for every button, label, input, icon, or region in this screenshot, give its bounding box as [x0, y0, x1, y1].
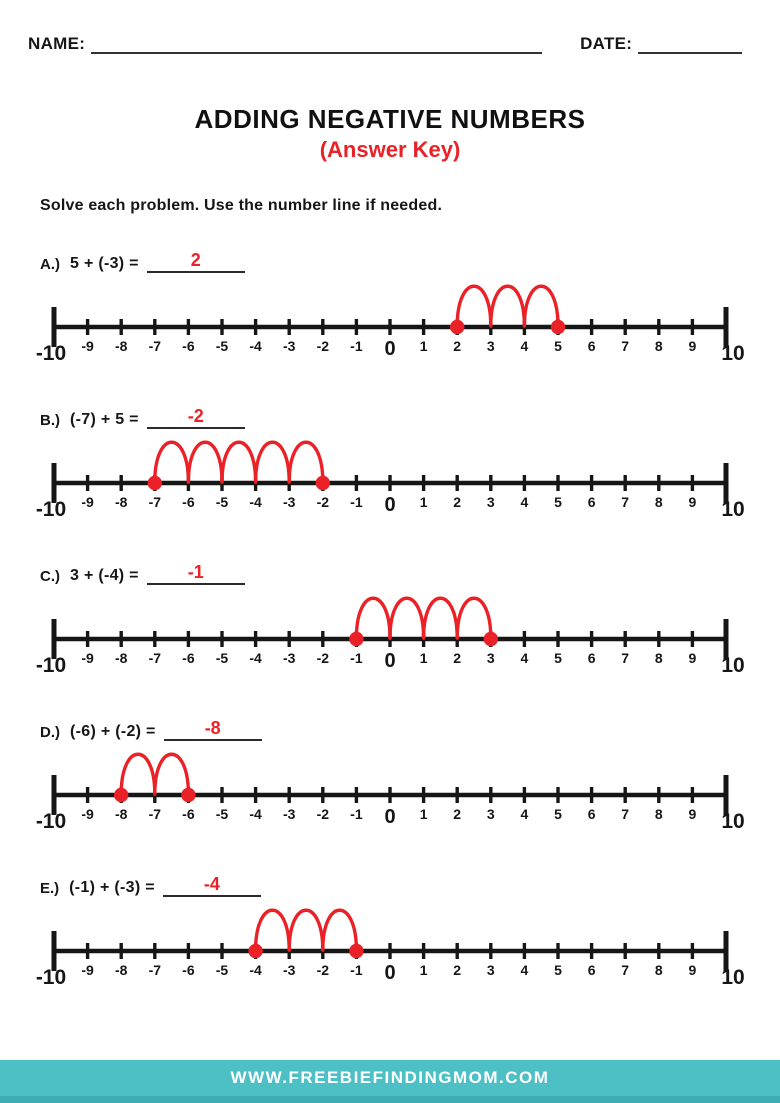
svg-text:8: 8 — [654, 962, 663, 978]
answer-blank[interactable] — [147, 407, 245, 429]
svg-text:5: 5 — [554, 494, 562, 510]
svg-text:9: 9 — [688, 806, 697, 822]
problem-expression: 5 + (-3) = — [70, 255, 139, 272]
problem-label: D.) — [40, 724, 60, 741]
problem-e — [0, 865, 780, 993]
svg-text:-3: -3 — [282, 962, 296, 978]
svg-text:-5: -5 — [215, 338, 229, 354]
svg-text:-7: -7 — [148, 806, 162, 822]
svg-text:-4: -4 — [249, 806, 262, 822]
answer-blank[interactable] — [147, 563, 245, 585]
svg-text:10: 10 — [721, 810, 745, 833]
svg-text:-4: -4 — [249, 338, 262, 354]
svg-text:6: 6 — [587, 494, 596, 510]
problems-list — [0, 241, 780, 993]
svg-text:7: 7 — [621, 338, 630, 354]
svg-text:10: 10 — [721, 498, 745, 521]
svg-text:4: 4 — [520, 338, 529, 354]
svg-text:1: 1 — [419, 962, 428, 978]
svg-text:5: 5 — [554, 962, 562, 978]
svg-text:7: 7 — [621, 962, 630, 978]
svg-text:-10: -10 — [35, 654, 67, 677]
number-line — [0, 587, 780, 681]
svg-text:-8: -8 — [114, 650, 128, 666]
problem-d — [0, 709, 780, 837]
number-line — [0, 275, 780, 369]
svg-text:-8: -8 — [114, 806, 128, 822]
header-row — [0, 0, 780, 54]
svg-text:8: 8 — [654, 338, 663, 354]
problem-c — [0, 553, 780, 681]
svg-text:4: 4 — [520, 650, 529, 666]
problem-expression: 3 + (-4) = — [70, 567, 139, 584]
svg-text:3: 3 — [486, 650, 495, 666]
svg-text:-7: -7 — [148, 338, 162, 354]
svg-text:2: 2 — [453, 806, 462, 822]
svg-text:-2: -2 — [316, 650, 330, 666]
svg-text:-1: -1 — [350, 806, 363, 822]
svg-text:-4: -4 — [249, 962, 262, 978]
svg-text:3: 3 — [486, 806, 495, 822]
svg-text:9: 9 — [688, 962, 697, 978]
svg-text:-10: -10 — [35, 498, 67, 521]
title-block — [0, 104, 780, 163]
svg-text:-1: -1 — [350, 650, 363, 666]
svg-text:1: 1 — [419, 494, 428, 510]
svg-text:-2: -2 — [316, 338, 330, 354]
problem-label: C.) — [40, 568, 60, 585]
answer-value: 2 — [190, 250, 201, 270]
svg-text:-2: -2 — [316, 494, 330, 510]
svg-text:-7: -7 — [148, 650, 162, 666]
svg-text:3: 3 — [486, 338, 495, 354]
number-line — [0, 743, 780, 837]
svg-text:7: 7 — [621, 650, 630, 666]
name-label: NAME: — [28, 34, 86, 53]
svg-text:0: 0 — [384, 494, 396, 516]
problem-expression: (-1) + (-3) = — [69, 879, 155, 896]
svg-text:2: 2 — [453, 962, 462, 978]
equation-row — [0, 397, 780, 429]
problem-label: A.) — [40, 256, 60, 273]
problem-label: B.) — [40, 412, 60, 429]
svg-text:-8: -8 — [114, 962, 128, 978]
svg-text:-7: -7 — [148, 962, 162, 978]
svg-text:3: 3 — [486, 962, 495, 978]
equation-row — [0, 241, 780, 273]
date-label: DATE: — [580, 34, 633, 53]
svg-text:6: 6 — [587, 338, 596, 354]
svg-text:-3: -3 — [282, 806, 296, 822]
svg-text:2: 2 — [453, 494, 462, 510]
svg-text:5: 5 — [554, 806, 562, 822]
svg-text:-3: -3 — [282, 494, 296, 510]
svg-text:-6: -6 — [182, 806, 195, 822]
svg-text:-6: -6 — [182, 650, 195, 666]
svg-text:-9: -9 — [81, 806, 94, 822]
svg-text:-10: -10 — [35, 810, 67, 833]
svg-text:1: 1 — [419, 338, 428, 354]
svg-text:8: 8 — [654, 494, 663, 510]
problem-expression: (-7) + 5 = — [70, 411, 139, 428]
svg-text:-10: -10 — [35, 966, 67, 989]
svg-text:-4: -4 — [249, 650, 262, 666]
svg-text:-8: -8 — [114, 494, 128, 510]
svg-text:1: 1 — [419, 650, 428, 666]
svg-text:-1: -1 — [350, 494, 363, 510]
problem-expression: (-6) + (-2) = — [70, 723, 156, 740]
svg-text:-10: -10 — [35, 342, 67, 365]
svg-text:6: 6 — [587, 650, 596, 666]
svg-text:8: 8 — [654, 650, 663, 666]
svg-text:-9: -9 — [81, 338, 94, 354]
answer-value: -2 — [187, 406, 204, 426]
svg-text:-9: -9 — [81, 650, 94, 666]
svg-text:9: 9 — [688, 338, 697, 354]
footer-url: WWW.FREEBIEFINDINGMOM.COM — [230, 1068, 550, 1087]
svg-text:10: 10 — [721, 654, 745, 677]
svg-text:-6: -6 — [182, 494, 195, 510]
name-input-line[interactable] — [91, 34, 542, 54]
svg-text:8: 8 — [654, 806, 663, 822]
svg-text:5: 5 — [554, 650, 562, 666]
svg-text:-5: -5 — [215, 494, 229, 510]
svg-text:-8: -8 — [114, 338, 128, 354]
svg-text:-7: -7 — [148, 494, 162, 510]
svg-text:0: 0 — [384, 338, 396, 360]
svg-text:9: 9 — [688, 650, 697, 666]
answer-blank[interactable] — [163, 875, 261, 897]
problem-b — [0, 397, 780, 525]
svg-text:1: 1 — [419, 806, 428, 822]
svg-text:-3: -3 — [282, 650, 296, 666]
svg-text:-4: -4 — [249, 494, 262, 510]
svg-text:-1: -1 — [350, 338, 363, 354]
svg-text:4: 4 — [520, 962, 529, 978]
svg-text:-6: -6 — [182, 962, 195, 978]
number-line — [0, 899, 780, 993]
page-title: ADDING NEGATIVE NUMBERS — [194, 104, 586, 134]
svg-text:9: 9 — [688, 494, 697, 510]
svg-text:-9: -9 — [81, 494, 94, 510]
svg-text:-9: -9 — [81, 962, 94, 978]
svg-text:7: 7 — [621, 806, 630, 822]
svg-text:10: 10 — [721, 966, 745, 989]
svg-text:3: 3 — [486, 494, 495, 510]
svg-text:-5: -5 — [215, 806, 229, 822]
svg-text:6: 6 — [587, 962, 596, 978]
answer-blank[interactable] — [147, 251, 245, 273]
answer-key-subtitle: (Answer Key) — [319, 137, 461, 162]
svg-text:0: 0 — [384, 806, 396, 828]
svg-text:10: 10 — [721, 342, 745, 365]
answer-value: -4 — [203, 874, 220, 894]
svg-text:2: 2 — [453, 338, 462, 354]
svg-text:6: 6 — [587, 806, 596, 822]
date-input-line[interactable] — [638, 34, 742, 54]
instructions-text: Solve each problem. Use the number line if needed. — [40, 197, 443, 214]
svg-text:-5: -5 — [215, 962, 229, 978]
equation-row — [0, 709, 780, 741]
svg-text:2: 2 — [453, 650, 462, 666]
answer-blank[interactable] — [164, 719, 262, 741]
answer-value: -8 — [204, 718, 221, 738]
problem-a — [0, 241, 780, 369]
svg-text:-5: -5 — [215, 650, 229, 666]
svg-text:5: 5 — [554, 338, 562, 354]
svg-text:4: 4 — [520, 806, 529, 822]
answer-value: -1 — [187, 562, 204, 582]
svg-text:7: 7 — [621, 494, 630, 510]
problem-label: E.) — [40, 880, 60, 897]
svg-text:-2: -2 — [316, 806, 330, 822]
svg-text:-1: -1 — [350, 962, 363, 978]
svg-text:-6: -6 — [182, 338, 195, 354]
svg-text:-3: -3 — [282, 338, 296, 354]
footer-bar — [0, 1060, 780, 1103]
svg-text:0: 0 — [384, 650, 396, 672]
equation-row — [0, 553, 780, 585]
number-line — [0, 431, 780, 525]
svg-text:-2: -2 — [316, 962, 330, 978]
svg-text:4: 4 — [520, 494, 529, 510]
equation-row — [0, 865, 780, 897]
svg-text:0: 0 — [384, 962, 396, 984]
